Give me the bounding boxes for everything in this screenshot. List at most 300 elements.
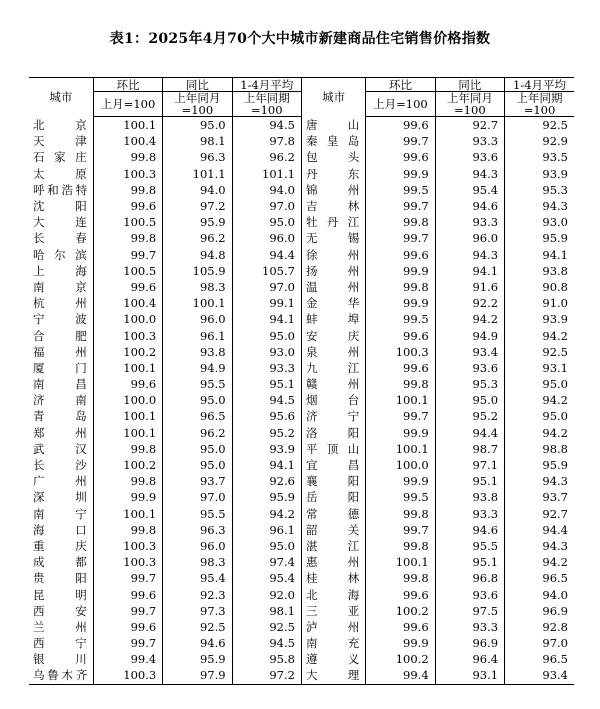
right-city-cell: 扬 州	[301, 263, 365, 279]
right-avg-cell: 95.9	[542, 458, 568, 473]
left-mom-cell: 99.8	[93, 522, 162, 538]
left-city-cell: 成 都	[29, 554, 93, 570]
right-mom-cell: 99.9	[366, 425, 435, 441]
right-city-cell: 泸 州	[301, 619, 365, 635]
right-avg-cell: 94.3	[542, 474, 568, 489]
right-yoy-cell: 95.3	[435, 376, 504, 392]
right-mom-cell: 100.2	[366, 651, 435, 667]
left-yoy-cell: 94.0	[163, 182, 232, 198]
right-yoy-cell: 97.5	[435, 603, 504, 619]
table-row	[29, 133, 574, 149]
right-city-cell: 锦 州	[301, 182, 365, 198]
table-row	[29, 522, 574, 538]
left-mom-cell: 99.7	[93, 570, 162, 586]
right-yoy-cell: 93.6	[435, 360, 504, 376]
left-avg-cell: 101.1	[232, 166, 301, 182]
right-avg-cell: 93.9	[542, 312, 568, 327]
left-yoy-cell: 96.0	[163, 538, 232, 554]
right-city-cell: 洛 阳	[301, 425, 365, 441]
left-avg-cell: 105.7	[232, 263, 301, 279]
right-city-cell: 三 亚	[301, 603, 365, 619]
left-mom-cell: 99.6	[93, 376, 162, 392]
right-yoy-cell: 93.3	[435, 133, 504, 149]
right-yoy-cell: 93.3	[435, 506, 504, 522]
right-yoy-cell: 93.6	[435, 149, 504, 165]
left-avg-cell: 94.2	[232, 506, 301, 522]
right-yoy-cell: 95.5	[435, 538, 504, 554]
left-city-cell: 宁 波	[29, 311, 93, 327]
left-yoy-cell: 96.3	[163, 522, 232, 538]
left-avg-cell: 97.8	[232, 133, 301, 149]
right-yoy-cell: 97.1	[435, 457, 504, 473]
right-city-cell: 唐 山	[301, 117, 365, 134]
right-city-cell: 烟 台	[301, 392, 365, 408]
left-avg-cell: 96.0	[232, 230, 301, 246]
right-yoy-cell: 91.6	[435, 279, 504, 295]
right-city-cell: 徐 州	[301, 247, 365, 263]
left-mom-cell: 99.9	[93, 489, 162, 505]
right-yoy-cell: 95.4	[435, 182, 504, 198]
left-yoy-cell: 95.5	[163, 376, 232, 392]
right-yoy-cell: 94.1	[435, 263, 504, 279]
right-mom-cell: 99.7	[366, 408, 435, 424]
table-row	[29, 198, 574, 214]
right-city-cell: 南 充	[301, 635, 365, 651]
left-avg-cell: 94.5	[232, 392, 301, 408]
right-yoy-cell: 96.4	[435, 651, 504, 667]
left-city-cell: 合 肥	[29, 327, 93, 343]
left-yoy-cell: 97.2	[163, 198, 232, 214]
left-avg-cell: 97.0	[232, 198, 301, 214]
right-mom-cell: 99.5	[366, 311, 435, 327]
left-avg-cell: 97.2	[232, 667, 301, 684]
right-city-cell: 济 宁	[301, 408, 365, 424]
right-avg-cell: 93.1	[542, 360, 568, 375]
left-city-cell: 南 京	[29, 279, 93, 295]
right-avg-cell: 93.9	[542, 166, 568, 181]
header-avg-right: 1-4月平均	[505, 78, 574, 92]
right-avg-cell: 92.7	[542, 506, 568, 521]
right-avg-cell: 94.3	[542, 538, 568, 553]
header-avg-left: 1-4月平均	[232, 78, 301, 92]
left-mom-cell: 99.8	[93, 149, 162, 165]
right-avg-cell: 96.5	[542, 571, 568, 586]
right-yoy-cell: 95.0	[435, 392, 504, 408]
right-city-cell: 金 华	[301, 295, 365, 311]
left-city-cell: 广 州	[29, 473, 93, 489]
left-avg-cell: 99.1	[232, 295, 301, 311]
right-city-cell: 岳 阳	[301, 489, 365, 505]
right-city-cell: 包 头	[301, 149, 365, 165]
right-city-cell: 桂 林	[301, 570, 365, 586]
right-yoy-cell: 98.7	[435, 441, 504, 457]
right-yoy-cell: 92.2	[435, 295, 504, 311]
right-mom-cell: 99.7	[366, 230, 435, 246]
right-mom-cell: 99.8	[366, 376, 435, 392]
left-city-cell: 西 宁	[29, 635, 93, 651]
right-mom-cell: 99.5	[366, 182, 435, 198]
table-row	[29, 425, 574, 441]
right-city-cell: 牡丹江	[301, 214, 365, 230]
right-yoy-cell: 94.3	[435, 247, 504, 263]
left-yoy-cell: 95.0	[163, 441, 232, 457]
table-row	[29, 603, 574, 619]
left-yoy-cell: 95.0	[163, 392, 232, 408]
left-city-cell: 厦 门	[29, 360, 93, 376]
left-yoy-cell: 93.8	[163, 344, 232, 360]
left-mom-cell: 99.6	[93, 279, 162, 295]
right-yoy-cell: 94.6	[435, 198, 504, 214]
right-avg-cell: 95.0	[542, 409, 568, 424]
right-mom-cell: 99.6	[366, 149, 435, 165]
right-city-cell: 惠 州	[301, 554, 365, 570]
left-city-cell: 郑 州	[29, 425, 93, 441]
left-city-cell: 太 原	[29, 166, 93, 182]
right-avg-cell: 94.2	[542, 393, 568, 408]
left-mom-cell: 99.6	[93, 586, 162, 602]
table-row	[29, 408, 574, 424]
right-mom-cell: 99.7	[366, 198, 435, 214]
right-avg-cell: 93.4	[505, 667, 574, 684]
left-avg-cell: 95.0	[232, 538, 301, 554]
left-city-cell: 青 岛	[29, 408, 93, 424]
price-index-table	[29, 77, 574, 685]
left-avg-cell: 96.2	[232, 149, 301, 165]
left-mom-cell: 100.3	[93, 166, 162, 182]
right-yoy-cell: 93.1	[435, 667, 504, 684]
left-mom-cell: 100.3	[93, 554, 162, 570]
left-mom-cell: 100.1	[93, 425, 162, 441]
left-mom-cell: 99.6	[93, 619, 162, 635]
right-avg-cell: 94.2	[542, 328, 568, 343]
left-city-cell: 天 津	[29, 133, 93, 149]
left-avg-cell: 95.8	[232, 651, 301, 667]
right-avg-cell: 97.0	[542, 636, 568, 651]
right-avg-cell: 92.5	[542, 118, 568, 133]
left-city-cell: 福 州	[29, 344, 93, 360]
left-city-cell: 南 宁	[29, 506, 93, 522]
left-yoy-cell: 95.9	[163, 651, 232, 667]
left-avg-cell: 95.2	[232, 425, 301, 441]
left-city-cell: 南 昌	[29, 376, 93, 392]
left-yoy-cell: 98.3	[163, 279, 232, 295]
table-row	[29, 473, 574, 489]
left-city-cell: 银 川	[29, 651, 93, 667]
table-row	[29, 311, 574, 327]
left-avg-cell: 97.4	[232, 554, 301, 570]
left-avg-cell: 94.5	[232, 635, 301, 651]
right-mom-cell: 99.4	[366, 667, 435, 684]
left-yoy-cell: 96.2	[163, 230, 232, 246]
right-avg-cell: 96.5	[542, 652, 568, 667]
right-city-cell: 赣 州	[301, 376, 365, 392]
right-yoy-cell: 95.1	[435, 473, 504, 489]
header-mom-right: 环比	[366, 78, 435, 92]
right-yoy-cell: 94.2	[435, 311, 504, 327]
left-avg-cell: 93.9	[232, 441, 301, 457]
right-avg-cell: 98.8	[542, 441, 568, 456]
right-yoy-cell: 95.2	[435, 408, 504, 424]
left-yoy-cell: 94.9	[163, 360, 232, 376]
right-city-cell: 秦皇岛	[301, 133, 365, 149]
right-city-cell: 韶 关	[301, 522, 365, 538]
right-avg-cell: 93.8	[542, 263, 568, 278]
right-city-cell: 温 州	[301, 279, 365, 295]
left-yoy-cell: 101.1	[163, 166, 232, 182]
table-row	[29, 570, 574, 586]
left-avg-cell: 95.0	[232, 327, 301, 343]
right-mom-cell: 99.6	[366, 117, 435, 134]
right-mom-cell: 99.8	[366, 279, 435, 295]
table-row	[29, 635, 574, 651]
right-city-cell: 襄 阳	[301, 473, 365, 489]
table-row	[29, 586, 574, 602]
right-mom-cell: 99.8	[366, 506, 435, 522]
right-city-cell: 吉 林	[301, 198, 365, 214]
right-yoy-cell: 93.3	[435, 214, 504, 230]
right-mom-cell: 99.6	[366, 327, 435, 343]
left-city-cell: 长 沙	[29, 457, 93, 473]
left-mom-cell: 100.0	[93, 311, 162, 327]
right-avg-cell: 94.2	[542, 555, 568, 570]
right-avg-cell: 93.5	[542, 150, 568, 165]
right-yoy-cell: 92.7	[435, 117, 504, 134]
right-yoy-cell: 96.0	[435, 230, 504, 246]
left-yoy-cell: 95.0	[163, 117, 232, 134]
table-row	[29, 214, 574, 230]
left-mom-cell: 99.7	[93, 247, 162, 263]
left-avg-cell: 92.0	[232, 586, 301, 602]
right-mom-cell: 99.6	[366, 247, 435, 263]
right-avg-cell: 94.3	[542, 199, 568, 214]
left-yoy-cell: 94.8	[163, 247, 232, 263]
left-city-cell: 杭 州	[29, 295, 93, 311]
table-row	[29, 651, 574, 667]
table-row	[29, 166, 574, 182]
left-avg-cell: 95.0	[232, 214, 301, 230]
left-city-cell: 哈尔滨	[29, 247, 93, 263]
left-mom-cell: 100.5	[93, 263, 162, 279]
right-city-cell: 平顶山	[301, 441, 365, 457]
header-mom-base-left: 上月=100	[93, 92, 162, 117]
right-mom-cell: 100.1	[366, 392, 435, 408]
left-mom-cell: 100.1	[93, 117, 162, 134]
right-yoy-cell: 93.8	[435, 489, 504, 505]
right-yoy-cell: 94.6	[435, 522, 504, 538]
left-city-cell: 重 庆	[29, 538, 93, 554]
left-mom-cell: 99.6	[93, 198, 162, 214]
left-avg-cell: 93.0	[232, 344, 301, 360]
left-city-cell: 济 南	[29, 392, 93, 408]
left-mom-cell: 100.3	[93, 538, 162, 554]
header-yoy-base-right: 上年同月=100	[435, 92, 504, 117]
right-city-cell: 蚌 埠	[301, 311, 365, 327]
left-city-cell: 西 安	[29, 603, 93, 619]
right-mom-cell: 99.8	[366, 570, 435, 586]
table-row	[29, 619, 574, 635]
left-city-cell: 沈 阳	[29, 198, 93, 214]
right-avg-cell: 95.3	[542, 182, 568, 197]
right-yoy-cell: 95.1	[435, 554, 504, 570]
left-city-cell: 大 连	[29, 214, 93, 230]
table-row	[29, 149, 574, 165]
right-avg-cell: 94.1	[542, 247, 568, 262]
right-mom-cell: 100.2	[366, 603, 435, 619]
left-mom-cell: 100.5	[93, 214, 162, 230]
right-yoy-cell: 94.3	[435, 166, 504, 182]
right-mom-cell: 99.6	[366, 586, 435, 602]
left-yoy-cell: 95.0	[163, 457, 232, 473]
right-avg-cell: 96.9	[542, 603, 568, 618]
left-yoy-cell: 95.4	[163, 570, 232, 586]
left-mom-cell: 100.3	[93, 667, 162, 684]
left-avg-cell: 95.4	[232, 570, 301, 586]
left-city-cell: 贵 阳	[29, 570, 93, 586]
left-yoy-cell: 98.3	[163, 554, 232, 570]
left-mom-cell: 99.8	[93, 230, 162, 246]
left-city-cell: 长 春	[29, 230, 93, 246]
right-mom-cell: 99.8	[366, 538, 435, 554]
right-mom-cell: 100.1	[366, 441, 435, 457]
left-avg-cell: 97.0	[232, 279, 301, 295]
header-avg-base-left: 上年同期=100	[232, 92, 301, 117]
left-city-cell: 石家庄	[29, 149, 93, 165]
left-avg-cell: 93.3	[232, 360, 301, 376]
left-city-cell: 北 京	[29, 117, 93, 134]
right-city-cell: 遵 义	[301, 651, 365, 667]
left-city-cell: 呼和浩特	[29, 182, 93, 198]
table-row	[29, 279, 574, 295]
table-title: 表1：2025年4月70个大中城市新建商品住宅销售价格指数	[109, 31, 491, 47]
table-row	[29, 117, 574, 134]
right-mom-cell: 100.3	[366, 344, 435, 360]
left-avg-cell: 94.1	[232, 457, 301, 473]
table-row	[29, 538, 574, 554]
left-city-cell: 兰 州	[29, 619, 93, 635]
right-mom-cell: 99.8	[366, 214, 435, 230]
header-yoy-base-left: 上年同月=100	[163, 92, 232, 117]
left-mom-cell: 99.8	[93, 441, 162, 457]
left-yoy-cell: 96.3	[163, 149, 232, 165]
right-yoy-cell: 96.9	[435, 635, 504, 651]
left-yoy-cell: 98.1	[163, 133, 232, 149]
table-row	[29, 667, 574, 684]
right-city-cell: 常 德	[301, 506, 365, 522]
left-avg-cell: 95.6	[232, 408, 301, 424]
right-avg-cell: 90.8	[542, 279, 568, 294]
right-avg-cell: 91.0	[542, 296, 568, 311]
left-mom-cell: 100.1	[93, 506, 162, 522]
left-yoy-cell: 96.2	[163, 425, 232, 441]
table-row	[29, 360, 574, 376]
left-yoy-cell: 96.1	[163, 327, 232, 343]
table-body	[29, 117, 574, 685]
header-city-right: 城市	[301, 78, 365, 117]
left-avg-cell: 95.1	[232, 376, 301, 392]
right-mom-cell: 100.1	[366, 554, 435, 570]
left-mom-cell: 100.2	[93, 457, 162, 473]
left-yoy-cell: 95.9	[163, 214, 232, 230]
left-yoy-cell: 100.1	[163, 295, 232, 311]
left-mom-cell: 99.8	[93, 473, 162, 489]
left-city-cell: 昆 明	[29, 586, 93, 602]
right-avg-cell: 93.0	[542, 215, 568, 230]
right-avg-cell: 92.5	[542, 344, 568, 359]
left-mom-cell: 100.4	[93, 295, 162, 311]
left-avg-cell: 95.9	[232, 489, 301, 505]
right-mom-cell: 99.9	[366, 295, 435, 311]
table-row	[29, 441, 574, 457]
table-row	[29, 295, 574, 311]
right-avg-cell: 94.0	[542, 587, 568, 602]
right-mom-cell: 99.9	[366, 635, 435, 651]
left-city-cell: 乌鲁木齐	[29, 667, 93, 684]
right-avg-cell: 95.0	[542, 377, 568, 392]
right-city-cell: 无 锡	[301, 230, 365, 246]
left-mom-cell: 100.2	[93, 344, 162, 360]
right-mom-cell: 99.6	[366, 619, 435, 635]
table-row	[29, 489, 574, 505]
table-row	[29, 506, 574, 522]
right-mom-cell: 99.7	[366, 133, 435, 149]
left-mom-cell: 100.0	[93, 392, 162, 408]
header-mom-base-right: 上月=100	[366, 92, 435, 117]
left-mom-cell: 99.4	[93, 651, 162, 667]
header-mom-left: 环比	[93, 78, 162, 92]
left-city-cell: 武 汉	[29, 441, 93, 457]
left-mom-cell: 100.3	[93, 327, 162, 343]
left-yoy-cell: 93.7	[163, 473, 232, 489]
left-yoy-cell: 105.9	[163, 263, 232, 279]
header-city-left: 城市	[29, 78, 93, 117]
right-city-cell: 湛 江	[301, 538, 365, 554]
table-row	[29, 327, 574, 343]
left-yoy-cell: 97.9	[163, 667, 232, 684]
table-row	[29, 392, 574, 408]
left-mom-cell: 99.8	[93, 182, 162, 198]
right-mom-cell: 99.9	[366, 263, 435, 279]
right-mom-cell: 99.7	[366, 522, 435, 538]
left-avg-cell: 92.5	[232, 619, 301, 635]
left-mom-cell: 100.1	[93, 408, 162, 424]
header-yoy-right: 同比	[435, 78, 504, 92]
table-row	[29, 376, 574, 392]
right-mom-cell: 99.5	[366, 489, 435, 505]
right-city-cell: 大 理	[301, 667, 365, 684]
right-avg-cell: 94.2	[542, 425, 568, 440]
right-city-cell: 九 江	[301, 360, 365, 376]
left-avg-cell: 96.1	[232, 522, 301, 538]
left-yoy-cell: 96.5	[163, 408, 232, 424]
table-row	[29, 457, 574, 473]
right-avg-cell: 93.7	[542, 490, 568, 505]
right-yoy-cell: 93.4	[435, 344, 504, 360]
right-city-cell: 安 庆	[301, 327, 365, 343]
right-yoy-cell: 94.9	[435, 327, 504, 343]
right-avg-cell: 94.4	[542, 522, 568, 537]
right-city-cell: 宜 昌	[301, 457, 365, 473]
right-yoy-cell: 94.4	[435, 425, 504, 441]
table-row	[29, 247, 574, 263]
right-avg-cell: 92.9	[542, 134, 568, 149]
left-mom-cell: 100.1	[93, 360, 162, 376]
left-yoy-cell: 92.5	[163, 619, 232, 635]
table-row	[29, 182, 574, 198]
left-avg-cell: 94.5	[232, 117, 301, 134]
right-mom-cell: 99.9	[366, 166, 435, 182]
left-avg-cell: 94.4	[232, 247, 301, 263]
table-row	[29, 554, 574, 570]
